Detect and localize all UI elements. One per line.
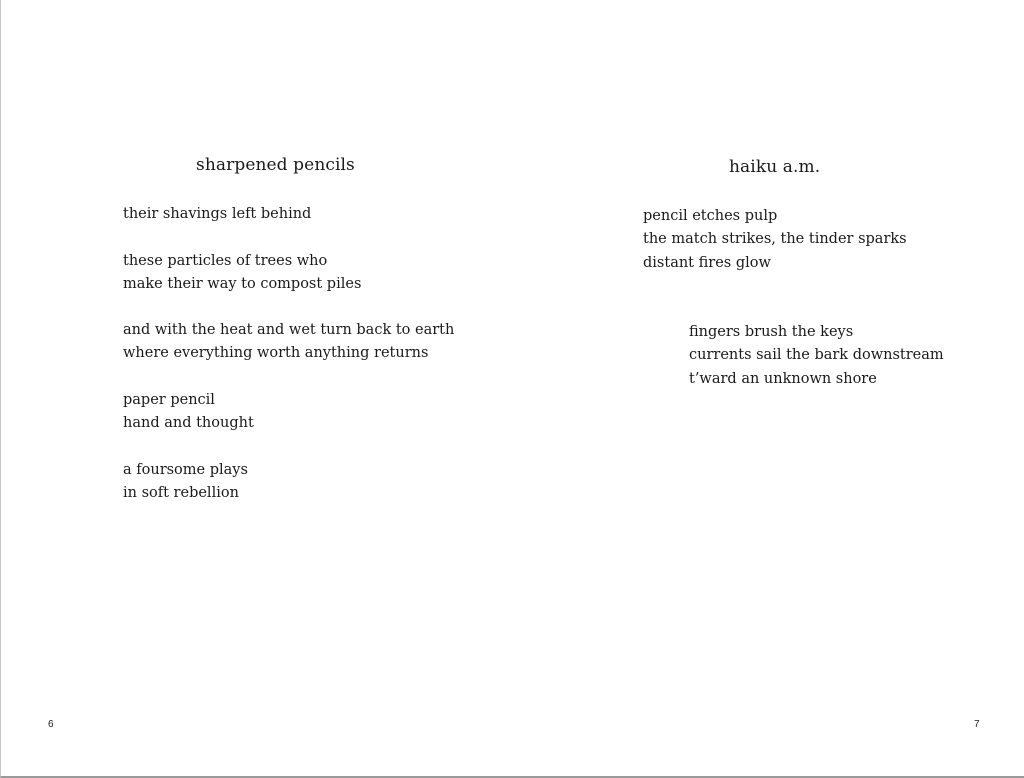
poem-line: paper pencil bbox=[123, 392, 215, 408]
poem-line: hand and thought bbox=[123, 415, 254, 432]
poem-title: sharpened pencils bbox=[196, 155, 355, 175]
poem-line: where everything worth anything returns bbox=[123, 345, 429, 362]
poem-line: t’ward an unknown shore bbox=[689, 370, 877, 387]
stanza bbox=[689, 321, 944, 391]
stanza bbox=[123, 459, 248, 506]
poem-line: their shavings left behind bbox=[123, 206, 312, 222]
poem-line: currents sail the bark downstream bbox=[689, 347, 944, 364]
poem-line: a foursome plays bbox=[123, 462, 248, 478]
poem-line: make their way to compost piles bbox=[123, 276, 362, 293]
poem-line: these particles of trees who bbox=[123, 253, 328, 269]
right-page bbox=[513, 0, 1024, 776]
poem-line: fingers brush the keys bbox=[689, 324, 854, 340]
poem-line: the match strikes, the tinder sparks bbox=[643, 231, 907, 248]
poem-line: pencil etches pulp bbox=[643, 208, 778, 224]
stanza bbox=[123, 203, 311, 226]
page-number: 6 bbox=[48, 719, 54, 730]
stanza bbox=[123, 389, 254, 436]
stanza bbox=[123, 250, 361, 297]
stanza bbox=[643, 205, 907, 275]
poem-line: in soft rebellion bbox=[123, 485, 239, 502]
stanza bbox=[123, 319, 454, 366]
poem-line: distant fires glow bbox=[643, 254, 771, 271]
page-number: 7 bbox=[974, 719, 980, 730]
poem-line: and with the heat and wet turn back to earth bbox=[123, 322, 455, 338]
left-page bbox=[1, 0, 513, 776]
poem-title: haiku a.m. bbox=[729, 157, 821, 177]
